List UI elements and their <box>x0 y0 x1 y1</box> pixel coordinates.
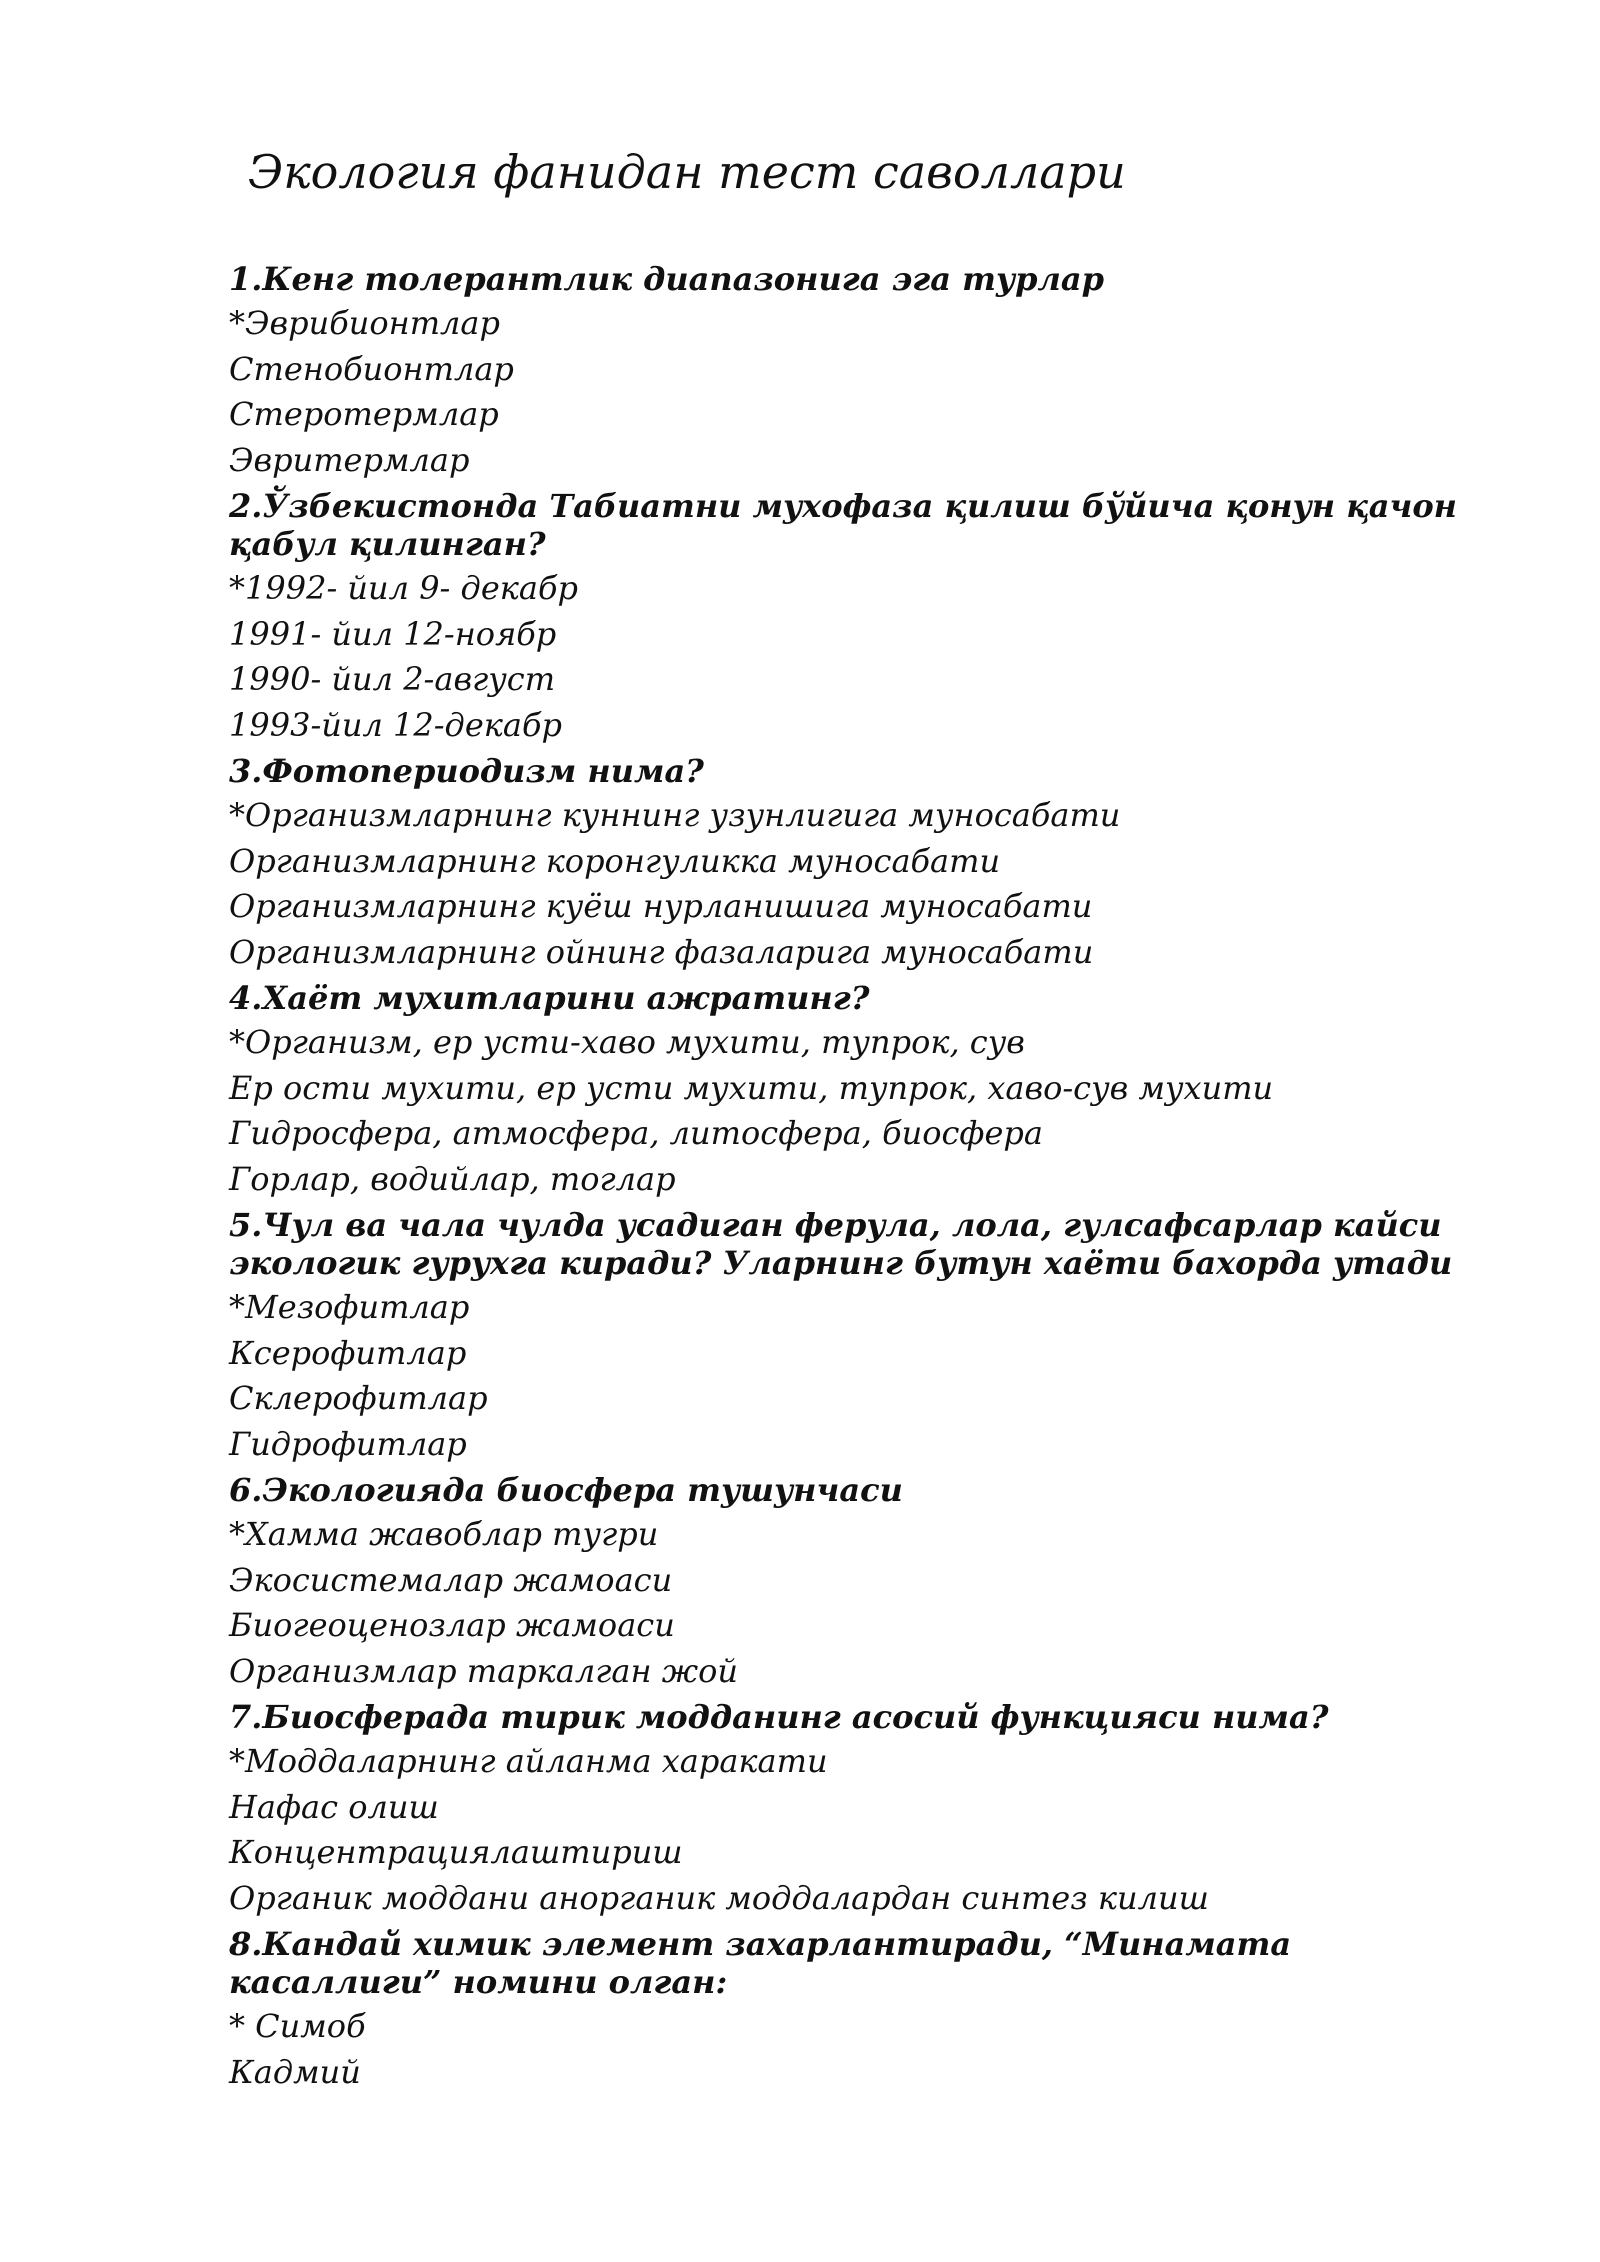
question-text: 7.Биосферада тирик модданинг асосий функцияси нима? <box>229 1698 1329 1736</box>
answer-option: Стеротермлар <box>229 395 499 433</box>
question-text: 2.Ўзбекистонда Табиатни мухофаза қилиш бўйича қонун қачон қабул қилинган? <box>229 487 1457 563</box>
answer-option-correct: * Симоб <box>229 2007 366 2045</box>
document-title: Экология фанидан тест саволлари <box>248 145 1126 199</box>
question-block-8 <box>229 1921 1489 2095</box>
answer-option: Ксерофитлар <box>229 1333 467 1372</box>
answer-option: Органик моддани анорганик моддалардан синтез килиш <box>229 1878 1209 1917</box>
answer-option-correct: *Организмларнинг куннинг узунлигига муносабати <box>229 796 1121 834</box>
answer-options <box>229 1285 1489 1467</box>
question-text: 1.Кенг толерантлик диапазонига эга турлар <box>229 260 1105 298</box>
answer-options <box>229 301 1489 483</box>
question-block-2 <box>229 483 1489 748</box>
answer-option: Ер ости мухити, ер усти мухити, тупрок, хаво-сув мухити <box>229 1068 1274 1107</box>
question-block-5 <box>229 1202 1489 1467</box>
answer-option: Гидросфера, атмосфера, литосфера, биосфера <box>229 1114 1043 1152</box>
answer-option-correct: *Моддаларнинг айланма харакати <box>229 1742 828 1780</box>
answer-option: 1990- йил 2-август <box>229 660 556 698</box>
answer-option: Организмлар таркалган жой <box>229 1651 738 1690</box>
answer-option: Биогеоценозлар жамоаси <box>229 1606 675 1644</box>
answer-option: Кадмий <box>229 2052 361 2091</box>
answer-option: Экосистемалар жамоаси <box>229 1560 673 1599</box>
answer-options <box>229 566 1489 748</box>
question-block-7 <box>229 1694 1489 1921</box>
answer-option: Горлар, водийлар, тоглар <box>229 1159 676 1198</box>
question-block-3 <box>229 748 1489 975</box>
answer-option: Организмларнинг коронгуликка муносабати <box>229 841 1001 880</box>
answer-option: 1993-йил 12-декабр <box>229 705 562 744</box>
question-text: 8.Кандай химик элемент захарлантиради, “Минамата касаллиги” номини олган: <box>229 1925 1292 2001</box>
answer-option-correct: *Эврибионтлар <box>229 304 500 342</box>
answer-option-correct: *Организм, ер усти-хаво мухити, тупрок, сув <box>229 1023 1025 1061</box>
test-questions-list <box>229 256 1489 2095</box>
answer-options <box>229 1020 1489 1202</box>
answer-option: Организмларнинг куёш нурланишига муносабати <box>229 887 1093 925</box>
answer-option: Концентрациялаштириш <box>229 1833 683 1871</box>
question-block-6 <box>229 1467 1489 1694</box>
question-text: 6.Экологияда биосфера тушунчаси <box>229 1471 903 1509</box>
answer-option: Склерофитлар <box>229 1379 488 1417</box>
question-block-4 <box>229 975 1489 1202</box>
question-block-1 <box>229 256 1489 483</box>
question-text: 3.Фотопериодизм нима? <box>229 752 704 790</box>
answer-options <box>229 1512 1489 1694</box>
answer-option: Гидрофитлар <box>229 1424 467 1463</box>
answer-options <box>229 793 1489 975</box>
question-text: 5.Чул ва чала чулда усадиган ферула, лола, гулсафсарлар кайси экологик гурухга киради? Уларнинг бутун хаёти бахорда утади <box>229 1206 1453 1282</box>
answer-option: Нафас олиш <box>229 1787 439 1826</box>
question-text: 4.Хаёт мухитларини ажратинг? <box>229 979 870 1017</box>
answer-option-correct: *1992- йил 9- декабр <box>229 569 578 607</box>
answer-option: Стенобионтлар <box>229 349 514 388</box>
answer-option-correct: *Хамма жавоблар тугри <box>229 1515 659 1553</box>
answer-option: Организмларнинг ойнинг фазаларига муносабати <box>229 932 1094 971</box>
answer-option: Эвритермлар <box>229 440 470 479</box>
answer-options <box>229 2004 1489 2095</box>
answer-options <box>229 1739 1489 1921</box>
answer-option: 1991- йил 12-ноябр <box>229 614 557 653</box>
answer-option-correct: *Мезофитлар <box>229 1288 470 1326</box>
